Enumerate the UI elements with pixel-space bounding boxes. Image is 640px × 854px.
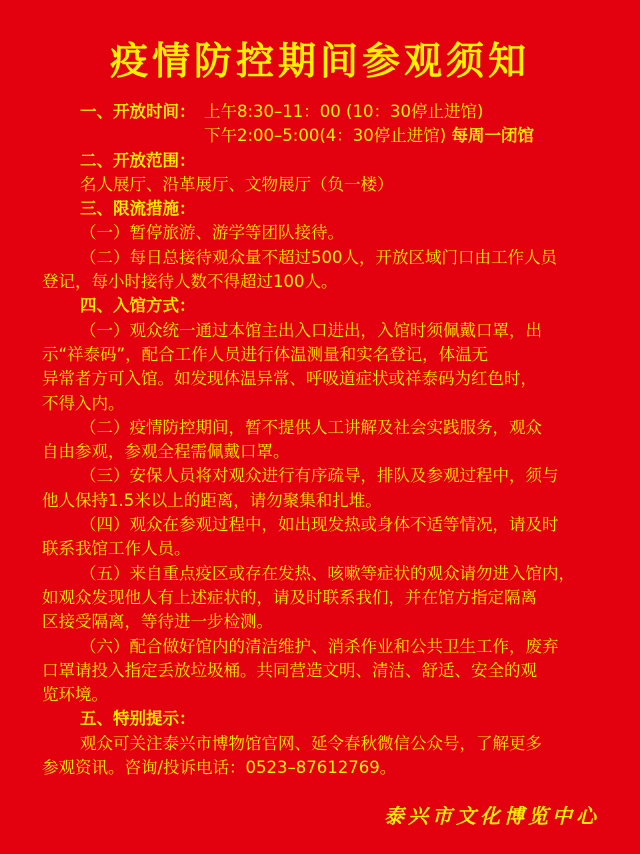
organization-signature: 泰兴市文化博览中心 — [384, 804, 600, 828]
section4-heading: 四、入馆方式： — [80, 296, 196, 316]
section5-heading: 五、特别提示： — [80, 709, 196, 729]
section4-item2-line: 自由参观，参观全程需佩戴口罩。 — [42, 442, 290, 462]
afternoon-hours-row — [42, 124, 607, 148]
section4-item4-line: 联系我馆工作人员。 — [42, 539, 191, 559]
section3-heading: 三、限流措施： — [80, 199, 196, 219]
section4-item2-line: （二）疫情防控期间，暂不提供人工讲解及社会实践服务，观众 — [80, 417, 542, 437]
afternoon-hours: 下午2:00–5:00(4：30停止进馆) — [204, 126, 447, 146]
section3-item1: （一）暂停旅游、游学等团队接待。 — [80, 223, 344, 243]
section4-item1-line: （一）观众统一通过本馆主出入口进出，入馆时须佩戴口罩，出 — [80, 320, 542, 340]
section4-item1-line: 示“祥泰码”，配合工作人员进行体温测量和实名登记，体温无 — [42, 344, 489, 364]
section4-item1-line: 异常者方可入馆。如发现体温异常、呼吸道症状或祥泰码为红色时， — [42, 369, 537, 389]
section4-item4-line: （四）观众在参观过程中，如出现发热或身体不适等情况，请及时 — [80, 515, 559, 535]
section3-item2-line1: （二）每日总接待观众量不超过500人，开放区域门口由工作人员 — [80, 247, 557, 267]
section4-item3-line: （三）安保人员将对观众进行有序疏导，排队及参观过程中，须与 — [80, 466, 559, 486]
section4-item3-line: 他人保持1.5米以上的距离，请勿聚集和扎堆。 — [42, 490, 382, 510]
morning-hours: 上午8:30–11：00 (10：30停止进馆) — [204, 102, 484, 121]
section3-item2-line2: 登记，每小时接待人数不得超过100人。 — [42, 272, 338, 292]
section4-item6-line: （六）配合做好馆内的清洁维护、消杀作业和公共卫生工作，废弃 — [80, 636, 559, 656]
section5-line1: 观众可关注泰兴市博物馆官网、延令春秋微信公众号，了解更多 — [80, 733, 542, 753]
poster-title: 疫情防控期间参观须知 — [109, 39, 530, 83]
closed-note: 每周一闭馆 — [451, 126, 534, 146]
section4-item5-line: 如观众发现他人有上述症状的，请及时联系我们，并在馆方指定隔离 — [42, 587, 537, 607]
section2-heading: 二、开放范围： — [80, 150, 196, 170]
section2-content: 名人展厅、沿革展厅、文物展厅（负一楼） — [80, 174, 394, 194]
section4-item6-line: 览环境。 — [42, 685, 108, 705]
notice-body — [42, 100, 607, 780]
section4-item5-line: 区接受隔离，等待进一步检测。 — [42, 612, 273, 632]
section4-item6-line: 口罩请投入指定丢放垃圾桶。共同营造文明、清洁、舒适、安全的观 — [42, 660, 537, 680]
opening-hours-row — [42, 100, 607, 124]
section4-item1-line: 不得入内。 — [42, 393, 125, 413]
section1-heading: 一、开放时间： — [80, 102, 196, 121]
section5-line2: 参观资讯。咨询/投诉电话：0523–87612769。 — [42, 758, 397, 778]
section4-item5-line: （五）来自重点疫区或存在发热、咳嗽等症状的观众请勿进入馆内， — [80, 563, 575, 583]
